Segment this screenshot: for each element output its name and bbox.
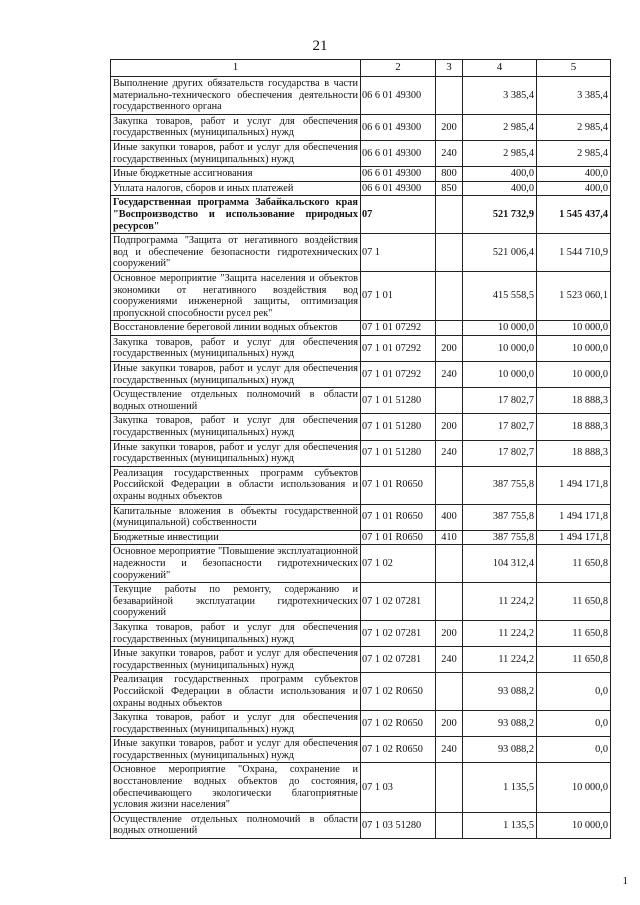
row-value-col4: 17 802,7 [463,414,537,440]
table-row [111,504,611,530]
row-expense-type: 240 [436,647,463,673]
row-code: 07 1 02 R0650 [361,673,436,711]
edge-mark: 1 [622,875,628,887]
row-code: 07 1 [361,234,436,272]
row-name: Выполнение других обязательств государства в части материально-технического обеспечения деятельности государственного органа [111,77,361,115]
row-value-col5: 10 000,0 [537,763,611,812]
table-row [111,673,611,711]
row-value-col5: 1 544 710,9 [537,234,611,272]
row-value-col5: 10 000,0 [537,362,611,388]
row-expense-type [436,812,463,838]
row-name: Основное мероприятие "Повышение эксплуатационной надежности и безопасности гидротехнических сооружений" [111,545,361,583]
row-expense-type [436,763,463,812]
header-col-3: 3 [436,60,463,77]
row-code: 07 1 01 R0650 [361,504,436,530]
table-row [111,414,611,440]
row-value-col4: 1 135,5 [463,763,537,812]
table-row [111,466,611,504]
row-value-col5: 0,0 [537,673,611,711]
table-row [111,530,611,545]
row-value-col5: 400,0 [537,181,611,196]
table-row [111,77,611,115]
row-value-col5: 400,0 [537,167,611,182]
table-row [111,271,611,320]
row-expense-type: 200 [436,335,463,361]
row-name: Основное мероприятие "Защита населения и объектов экономики от негативного воздействия вод сооружениями инженерной защиты, оптимизация пропускной способности русел рек" [111,271,361,320]
row-value-col5: 18 888,3 [537,388,611,414]
row-value-col4: 1 135,5 [463,812,537,838]
row-value-col5: 1 494 171,8 [537,466,611,504]
row-code: 07 1 01 R0650 [361,466,436,504]
table-row [111,440,611,466]
row-value-col5: 18 888,3 [537,440,611,466]
row-code: 07 1 01 07292 [361,335,436,361]
row-expense-type [436,466,463,504]
row-value-col4: 17 802,7 [463,440,537,466]
row-code: 07 1 01 07292 [361,362,436,388]
row-name: Иные закупки товаров, работ и услуг для обеспечения государственных (муниципальных) нужд [111,140,361,166]
row-value-col5: 18 888,3 [537,414,611,440]
table-row [111,234,611,272]
row-code: 07 1 01 51280 [361,414,436,440]
row-name: Текущие работы по ремонту, содержанию и безаварийной эксплуатации гидротехнических сооружений [111,583,361,621]
table-row [111,711,611,737]
page-number: 21 [312,38,328,54]
table-row [111,620,611,646]
row-name: Иные бюджетные ассигнования [111,167,361,182]
table-row [111,140,611,166]
row-code: 06 6 01 49300 [361,181,436,196]
row-expense-type: 200 [436,620,463,646]
table-row [111,388,611,414]
row-name: Иные закупки товаров, работ и услуг для обеспечения государственных (муниципальных) нужд [111,440,361,466]
row-expense-type: 240 [436,737,463,763]
row-value-col4: 387 755,8 [463,466,537,504]
table-row [111,362,611,388]
row-value-col5: 0,0 [537,737,611,763]
row-value-col4: 2 985,4 [463,140,537,166]
row-expense-type [436,388,463,414]
row-value-col4: 521 732,9 [463,196,537,234]
row-value-col5: 1 494 171,8 [537,530,611,545]
row-expense-type: 400 [436,504,463,530]
row-code: 07 1 02 [361,545,436,583]
row-name: Бюджетные инвестиции [111,530,361,545]
row-value-col5: 10 000,0 [537,812,611,838]
row-value-col5: 1 545 437,4 [537,196,611,234]
header-col-2: 2 [361,60,436,77]
table-row [111,196,611,234]
row-expense-type [436,673,463,711]
row-code: 07 1 02 07281 [361,583,436,621]
row-value-col4: 387 755,8 [463,504,537,530]
row-name: Реализация государственных программ субъектов Российской Федерации в области использования и охраны водных объектов [111,466,361,504]
row-expense-type: 800 [436,167,463,182]
row-code: 07 1 01 51280 [361,440,436,466]
row-expense-type [436,271,463,320]
row-expense-type [436,77,463,115]
row-value-col5: 0,0 [537,711,611,737]
row-name: Иные закупки товаров, работ и услуг для обеспечения государственных (муниципальных) нужд [111,737,361,763]
row-value-col4: 93 088,2 [463,737,537,763]
table-row [111,647,611,673]
row-code: 07 1 02 R0650 [361,737,436,763]
row-value-col5: 2 985,4 [537,140,611,166]
row-expense-type [436,196,463,234]
row-value-col5: 10 000,0 [537,335,611,361]
row-name: Закупка товаров, работ и услуг для обеспечения государственных (муниципальных) нужд [111,114,361,140]
row-code: 07 1 01 07292 [361,321,436,336]
row-name: Иные закупки товаров, работ и услуг для обеспечения государственных (муниципальных) нужд [111,362,361,388]
table-row [111,321,611,336]
row-code: 07 1 01 R0650 [361,530,436,545]
row-expense-type: 240 [436,140,463,166]
row-value-col5: 10 000,0 [537,321,611,336]
row-expense-type: 200 [436,414,463,440]
row-value-col4: 93 088,2 [463,673,537,711]
row-value-col4: 10 000,0 [463,362,537,388]
row-name: Государственная программа Забайкальского края "Воспроизводство и использование природных ресурсов" [111,196,361,234]
row-expense-type: 240 [436,362,463,388]
row-code: 07 1 02 07281 [361,647,436,673]
row-expense-type: 200 [436,711,463,737]
table-row [111,167,611,182]
row-value-col5: 11 650,8 [537,620,611,646]
row-value-col4: 3 385,4 [463,77,537,115]
row-name: Осуществление отдельных полномочий в области водных отношений [111,812,361,838]
table-row [111,545,611,583]
row-expense-type [436,321,463,336]
row-value-col4: 387 755,8 [463,530,537,545]
row-code: 07 1 01 [361,271,436,320]
row-value-col4: 11 224,2 [463,583,537,621]
row-code: 07 1 02 R0650 [361,711,436,737]
header-col-4: 4 [463,60,537,77]
row-value-col5: 3 385,4 [537,77,611,115]
row-value-col5: 11 650,8 [537,545,611,583]
row-expense-type: 200 [436,114,463,140]
row-value-col4: 400,0 [463,167,537,182]
row-code: 06 6 01 49300 [361,114,436,140]
table-row [111,583,611,621]
row-value-col5: 2 985,4 [537,114,611,140]
row-code: 07 [361,196,436,234]
row-value-col4: 10 000,0 [463,335,537,361]
row-code: 07 1 03 [361,763,436,812]
row-value-col4: 93 088,2 [463,711,537,737]
table-row [111,763,611,812]
table-row [111,114,611,140]
table-row [111,335,611,361]
table-header-row [111,60,611,77]
row-name: Восстановление береговой линии водных объектов [111,321,361,336]
row-code: 07 1 01 51280 [361,388,436,414]
table-row [111,737,611,763]
row-name: Основное мероприятие "Охрана, сохранение и восстановление водных объектов до состояния, обеспечивающего экологически благоприятные условия жизни населения" [111,763,361,812]
row-name: Закупка товаров, работ и услуг для обеспечения государственных (муниципальных) нужд [111,620,361,646]
row-name: Иные закупки товаров, работ и услуг для обеспечения государственных (муниципальных) нужд [111,647,361,673]
row-value-col5: 1 523 060,1 [537,271,611,320]
row-name: Закупка товаров, работ и услуг для обеспечения государственных (муниципальных) нужд [111,711,361,737]
table-row [111,812,611,838]
header-col-5: 5 [537,60,611,77]
row-value-col4: 104 312,4 [463,545,537,583]
row-name: Капитальные вложения в объекты государственной (муниципальной) собственности [111,504,361,530]
row-expense-type [436,545,463,583]
row-code: 07 1 03 51280 [361,812,436,838]
table-body [111,77,611,839]
row-code: 06 6 01 49300 [361,77,436,115]
row-expense-type: 850 [436,181,463,196]
row-value-col5: 11 650,8 [537,583,611,621]
row-expense-type [436,583,463,621]
row-value-col4: 2 985,4 [463,114,537,140]
header-col-1: 1 [111,60,361,77]
row-name: Реализация государственных программ субъектов Российской Федерации в области использования и охраны водных объектов [111,673,361,711]
row-name: Осуществление отдельных полномочий в области водных отношений [111,388,361,414]
row-expense-type [436,234,463,272]
budget-table [110,59,611,839]
row-name: Закупка товаров, работ и услуг для обеспечения государственных (муниципальных) нужд [111,335,361,361]
row-value-col4: 400,0 [463,181,537,196]
row-value-col4: 521 006,4 [463,234,537,272]
row-expense-type: 240 [436,440,463,466]
table-row [111,181,611,196]
row-code: 06 6 01 49300 [361,167,436,182]
row-value-col5: 1 494 171,8 [537,504,611,530]
row-value-col5: 11 650,8 [537,647,611,673]
row-value-col4: 11 224,2 [463,647,537,673]
row-code: 07 1 02 07281 [361,620,436,646]
row-value-col4: 11 224,2 [463,620,537,646]
row-value-col4: 17 802,7 [463,388,537,414]
row-code: 06 6 01 49300 [361,140,436,166]
row-value-col4: 10 000,0 [463,321,537,336]
row-name: Уплата налогов, сборов и иных платежей [111,181,361,196]
row-name: Закупка товаров, работ и услуг для обеспечения государственных (муниципальных) нужд [111,414,361,440]
row-value-col4: 415 558,5 [463,271,537,320]
row-name: Подпрограмма "Защита от негативного воздействия вод и обеспечение безопасности гидротехнических сооружений" [111,234,361,272]
row-expense-type: 410 [436,530,463,545]
